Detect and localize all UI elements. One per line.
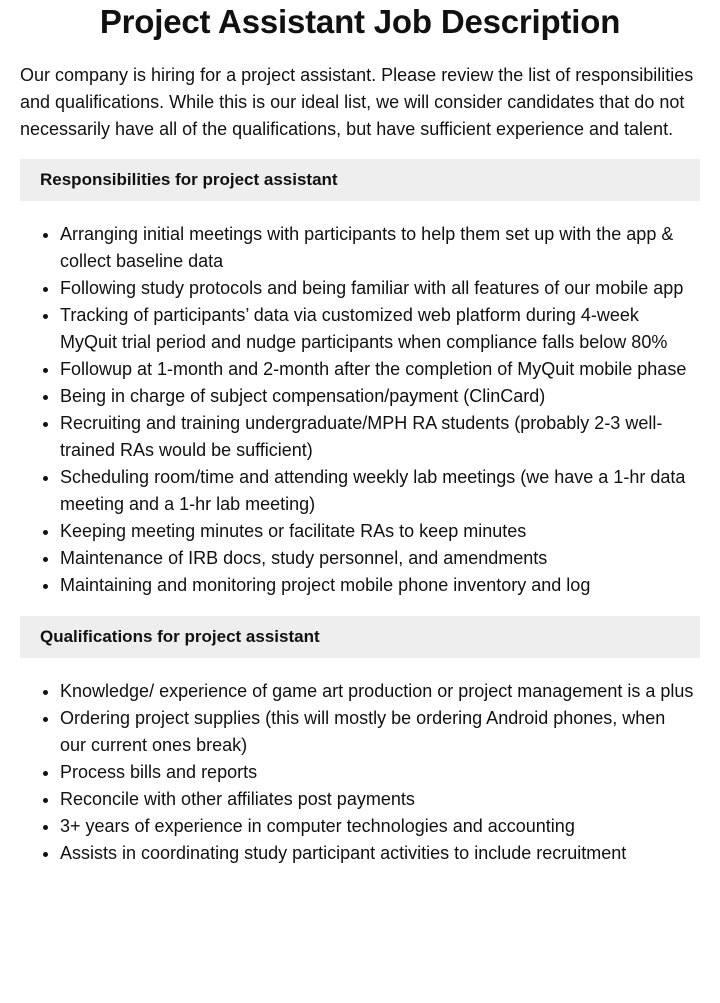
list-item: Knowledge/ experience of game art production or project management is a plus <box>60 678 700 705</box>
list-item: Maintenance of IRB docs, study personnel, and amendments <box>60 545 700 572</box>
list-item: Assists in coordinating study participant activities to include recruitment <box>60 840 700 867</box>
qualifications-list <box>20 678 700 867</box>
list-item: Keeping meeting minutes or facilitate RAs to keep minutes <box>60 518 700 545</box>
page-title: Project Assistant Job Description <box>99 3 621 40</box>
list-item: Reconcile with other affiliates post payments <box>60 786 700 813</box>
list-item: Ordering project supplies (this will mostly be ordering Android phones, when our current ones break) <box>60 705 700 759</box>
intro-paragraph: Our company is hiring for a project assistant. Please review the list of responsibilities and qualifications. While this is our ideal list, we will consider candidates that do not necessarily have all of the qualifications, but have sufficient experience and talent. <box>20 65 694 139</box>
list-item: Scheduling room/time and attending weekly lab meetings (we have a 1-hr data meeting and a 1-hr lab meeting) <box>60 464 700 518</box>
list-item: Being in charge of subject compensation/payment (ClinCard) <box>60 383 700 410</box>
list-item: Following study protocols and being familiar with all features of our mobile app <box>60 275 700 302</box>
list-item: 3+ years of experience in computer technologies and accounting <box>60 813 700 840</box>
responsibilities-header: Responsibilities for project assistant <box>20 159 700 201</box>
list-item: Process bills and reports <box>60 759 700 786</box>
list-item: Tracking of participants’ data via customized web platform during 4-week MyQuit trial period and nudge participants when compliance falls below 80% <box>60 302 700 356</box>
list-item: Maintaining and monitoring project mobile phone inventory and log <box>60 572 700 599</box>
list-item: Recruiting and training undergraduate/MPH RA students (probably 2-3 well-trained RAs would be sufficient) <box>60 410 700 464</box>
list-item: Arranging initial meetings with participants to help them set up with the app & collect baseline data <box>60 221 700 275</box>
qualifications-header: Qualifications for project assistant <box>20 616 700 658</box>
list-item: Followup at 1-month and 2-month after the completion of MyQuit mobile phase <box>60 356 700 383</box>
responsibilities-list <box>20 221 700 599</box>
